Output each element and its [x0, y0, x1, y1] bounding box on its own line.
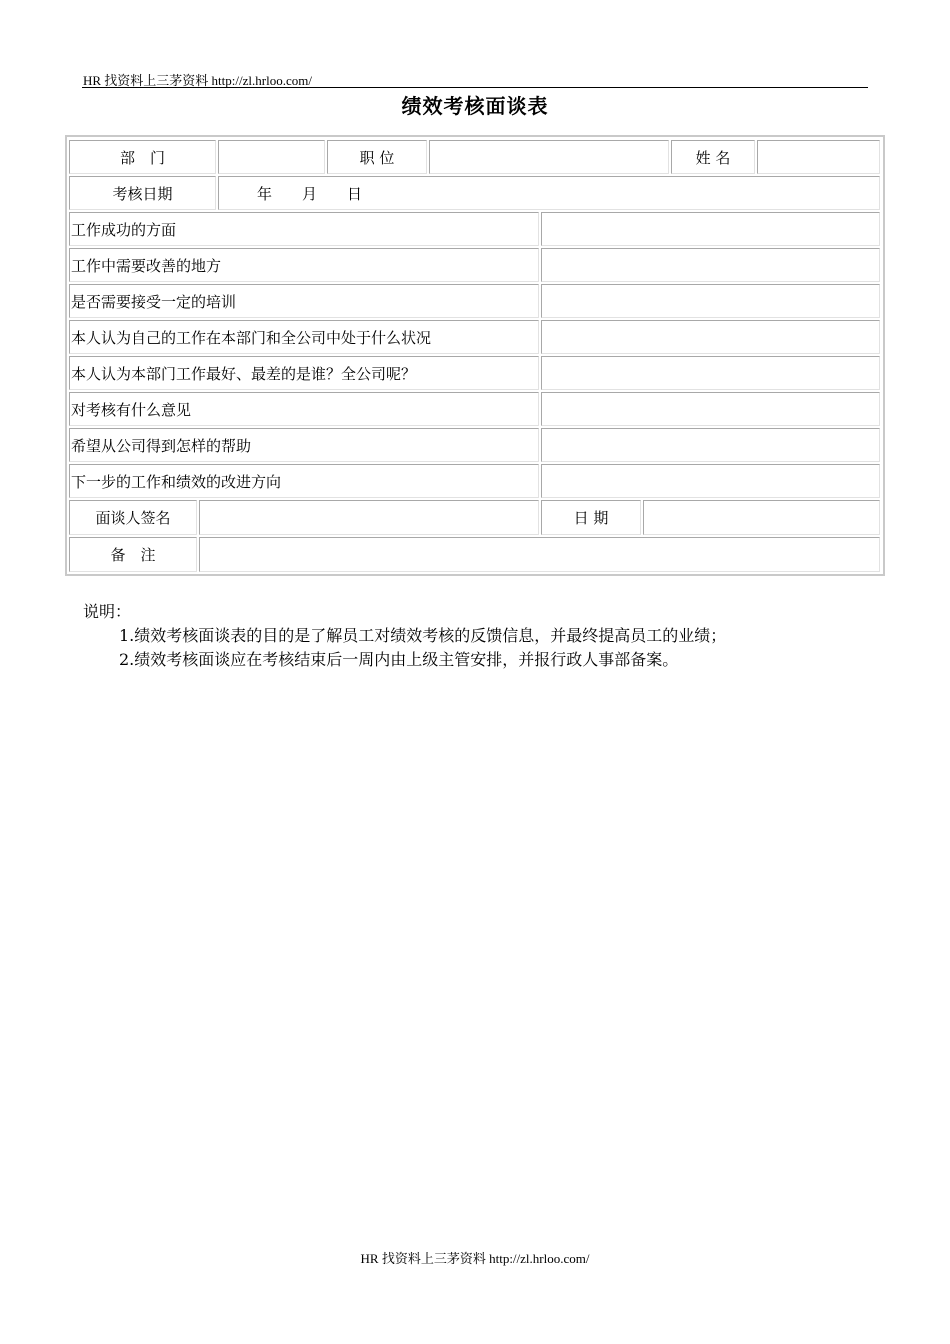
review-date-value: 年 月 日 — [257, 184, 363, 203]
page-header-text: HR 找资料上三茅资料 http://zl.hrloo.com/ — [83, 73, 312, 88]
name-field[interactable] — [757, 140, 880, 174]
question-label: 下一步的工作和绩效的改进方向 — [69, 464, 539, 498]
question-label: 本人认为本部门工作最好、最差的是谁？全公司呢？ — [69, 356, 539, 390]
question-label: 对考核有什么意见 — [69, 392, 539, 426]
note-item: 1.绩效考核面谈表的目的是了解员工对绩效考核的反馈信息，并最终提高员工的业绩； — [119, 626, 727, 645]
question-answer-field[interactable] — [541, 428, 880, 462]
position-label: 职 位 — [327, 140, 427, 174]
header-rule — [82, 87, 868, 88]
question-answer-field[interactable] — [541, 284, 880, 318]
review-date-field[interactable] — [218, 176, 880, 210]
question-answer-field[interactable] — [541, 320, 880, 354]
notes-heading: 说明： — [83, 602, 132, 621]
question-label: 工作成功的方面 — [69, 212, 539, 246]
dept-field[interactable] — [218, 140, 325, 174]
name-label: 姓 名 — [671, 140, 755, 174]
interviewer-signature-field[interactable] — [199, 500, 539, 535]
question-answer-field[interactable] — [541, 212, 880, 246]
remarks-label: 备 注 — [69, 537, 197, 572]
note-item: 2.绩效考核面谈应在考核结束后一周内由上级主管安排，并报行政人事部备案。 — [119, 650, 679, 669]
remarks-field[interactable] — [199, 537, 880, 572]
page-footer-text: HR 找资料上三茅资料 http://zl.hrloo.com/ — [360, 1251, 590, 1266]
sign-date-label: 日 期 — [541, 500, 641, 535]
position-field[interactable] — [429, 140, 669, 174]
question-label: 是否需要接受一定的培训 — [69, 284, 539, 318]
question-answer-field[interactable] — [541, 464, 880, 498]
dept-label: 部 门 — [69, 140, 216, 174]
question-answer-field[interactable] — [541, 248, 880, 282]
question-label: 工作中需要改善的地方 — [69, 248, 539, 282]
form-title: 绩效考核面谈表 — [401, 94, 549, 118]
interviewer-signature-label: 面谈人签名 — [69, 500, 197, 535]
notes-section — [83, 600, 726, 672]
question-label: 希望从公司得到怎样的帮助 — [69, 428, 539, 462]
question-answer-field[interactable] — [541, 356, 880, 390]
question-answer-field[interactable] — [541, 392, 880, 426]
question-label: 本人认为自己的工作在本部门和全公司中处于什么状况 — [69, 320, 539, 354]
sign-date-field[interactable] — [643, 500, 880, 535]
review-date-label: 考核日期 — [69, 176, 216, 210]
